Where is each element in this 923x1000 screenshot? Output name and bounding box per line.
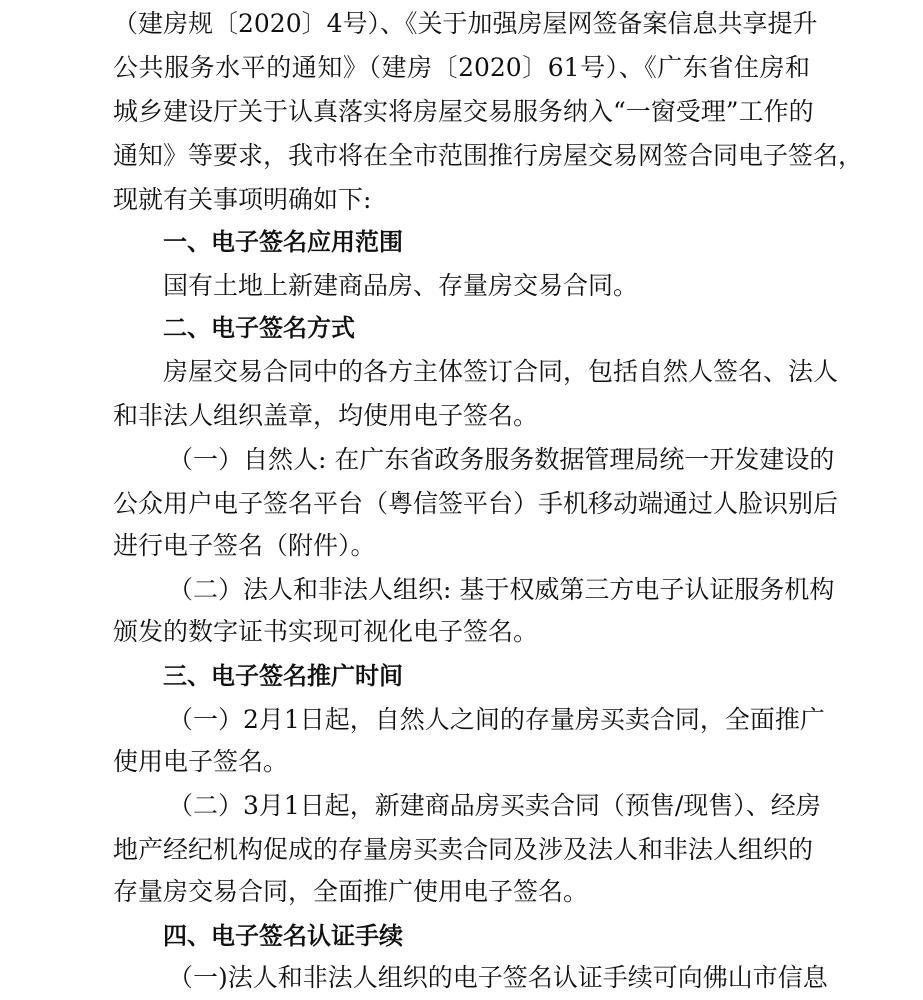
- paragraph-line: 现就有关事项明确如下:: [113, 185, 372, 214]
- paragraph-line: （一)法人和非法人组织的电子签名认证手续可向佛山市信息: [168, 963, 828, 992]
- paragraph-line: （二）3月1日起，新建商品房买卖合同（预售/现售）、经房: [168, 791, 821, 820]
- paragraph-line: 地产经纪机构促成的存量房买卖合同及涉及法人和非法人组织的: [113, 835, 814, 864]
- paragraph-line: 城乡建设厅关于认真落实将房屋交易服务纳入“一窗受理”工作的: [113, 97, 814, 126]
- paragraph-line: 通知》等要求，我市将在全市范围推行房屋交易网签合同电子签名，: [113, 141, 864, 170]
- paragraph-line: 公共服务水平的通知》（建房〔2020〕61号）、《广东省住房和: [113, 53, 810, 82]
- paragraph-line: 公众用户电子签名平台（粤信签平台）手机移动端通过人脸识别后: [113, 489, 839, 518]
- paragraph-line: 国有土地上新建商品房、存量房交易合同。: [163, 271, 639, 300]
- paragraph-line: （一）2月1日起，自然人之间的存量房买卖合同，全面推广: [168, 705, 825, 734]
- paragraph-line: （二）法人和非法人组织: 基于权威第三方电子认证服务机构: [168, 575, 835, 604]
- section-heading-1: 一、电子签名应用范围: [163, 228, 403, 256]
- paragraph-line: （一）自然人: 在广东省政务服务数据管理局统一开发建设的: [168, 445, 835, 474]
- paragraph-line: 使用电子签名。: [113, 747, 289, 776]
- paragraph-line: 进行电子签名（附件）。: [113, 531, 376, 560]
- paragraph-line: 和非法人组织盖章，均使用电子签名。: [113, 401, 539, 430]
- paragraph-line: 颁发的数字证书实现可视化电子签名。: [113, 617, 539, 646]
- section-heading-4: 四、电子签名认证手续: [163, 922, 403, 950]
- section-heading-2: 二、电子签名方式: [163, 314, 355, 342]
- section-heading-3: 三、电子签名推广时间: [163, 662, 403, 690]
- paragraph-line: （建房规〔2020〕4号）、《关于加强房屋网签备案信息共享提升: [113, 9, 818, 38]
- paragraph-line: 存量房交易合同，全面推广使用电子签名。: [113, 877, 589, 906]
- paragraph-line: 房屋交易合同中的各方主体签订合同，包括自然人签名、法人: [163, 357, 839, 386]
